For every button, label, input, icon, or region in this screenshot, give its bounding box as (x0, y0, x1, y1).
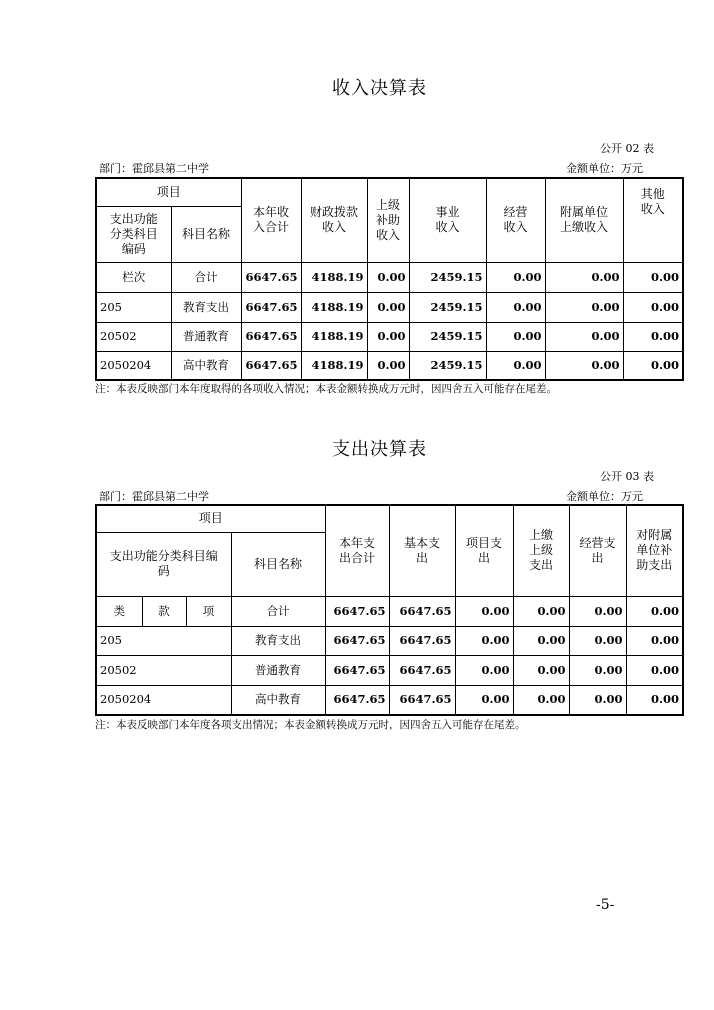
row-fiscal: 4188.19 (301, 322, 367, 351)
income-table-code: 公开 02 表 (600, 142, 654, 155)
income-header-business: 事业 收入 (409, 178, 486, 262)
income-table-title: 收入决算表 (332, 78, 427, 99)
row-name: 合计 (231, 596, 325, 626)
row-other: 0.00 (623, 292, 683, 322)
income-header-code: 支出功能 分类科目 编码 (96, 206, 171, 262)
row-operating: 0.00 (486, 351, 545, 380)
row-operating: 0.00 (486, 322, 545, 351)
row-fiscal: 4188.19 (301, 351, 367, 380)
row-affiliated: 0.00 (545, 292, 623, 322)
table-row (96, 685, 683, 715)
income-header-affiliated: 附属单位 上缴收入 (545, 178, 623, 262)
income-dept-label: 部门：霍邱县第二中学 (99, 162, 209, 175)
page-number: -5- (596, 897, 615, 913)
row-fiscal: 4188.19 (301, 262, 367, 292)
row-fiscal: 4188.19 (301, 292, 367, 322)
expense-header-name: 科目名称 (231, 532, 325, 596)
expense-header-project: 项目支 出 (455, 505, 513, 596)
row-name: 教育支出 (231, 626, 325, 655)
row-operating: 0.00 (569, 655, 626, 685)
row-total: 6647.65 (325, 685, 389, 715)
table-row (96, 292, 683, 322)
row-total: 6647.65 (325, 626, 389, 655)
row-total: 6647.65 (241, 322, 301, 351)
income-table (95, 177, 684, 381)
header-kuan: 款 (142, 596, 186, 626)
row-total: 6647.65 (241, 351, 301, 380)
row-total: 6647.65 (241, 292, 301, 322)
expense-table-note: 注：本表反映部门本年度各项支出情况；本表金额转换成万元时，因四舍五入可能存在尾差。 (95, 719, 526, 731)
row-affiliated: 0.00 (545, 322, 623, 351)
row-affiliated: 0.00 (545, 262, 623, 292)
expense-table-code: 公开 03 表 (600, 470, 654, 483)
header-xiang: 项 (186, 596, 231, 626)
expense-header-total: 本年支 出合计 (325, 505, 389, 596)
row-superior: 0.00 (367, 262, 409, 292)
row-operating: 0.00 (486, 292, 545, 322)
row-business: 2459.15 (409, 262, 486, 292)
row-total: 6647.65 (325, 655, 389, 685)
income-header-item: 项目 (96, 178, 241, 206)
row-affiliated: 0.00 (626, 655, 683, 685)
row-code: 2050204 (96, 685, 231, 715)
row-other: 0.00 (623, 262, 683, 292)
row-other: 0.00 (623, 351, 683, 380)
row-business: 2459.15 (409, 351, 486, 380)
row-other: 0.00 (623, 322, 683, 351)
row-total: 6647.65 (241, 262, 301, 292)
row-upper: 0.00 (513, 655, 569, 685)
row-code: 栏次 (96, 262, 171, 292)
row-code: 205 (96, 626, 231, 655)
expense-table (95, 504, 684, 716)
row-basic: 6647.65 (389, 655, 455, 685)
row-name: 教育支出 (171, 292, 241, 322)
table-row (96, 262, 683, 292)
row-code: 2050204 (96, 351, 171, 380)
income-header-other: 其他 收入 (623, 178, 683, 262)
row-project: 0.00 (455, 626, 513, 655)
income-table-note: 注：本表反映部门本年度取得的各项收入情况；本表金额转换成万元时，因四舍五入可能存在尾差。 (95, 383, 557, 395)
row-name: 高中教育 (171, 351, 241, 380)
row-code: 205 (96, 292, 171, 322)
row-name: 合计 (171, 262, 241, 292)
expense-unit-label: 金额单位：万元 (566, 490, 643, 503)
table-row (96, 596, 683, 626)
row-total: 6647.65 (325, 596, 389, 626)
row-business: 2459.15 (409, 292, 486, 322)
expense-header-basic: 基本支 出 (389, 505, 455, 596)
row-name: 高中教育 (231, 685, 325, 715)
income-header-operating: 经营 收入 (486, 178, 545, 262)
row-operating: 0.00 (569, 685, 626, 715)
expense-header-upper: 上缴 上级 支出 (513, 505, 569, 596)
row-upper: 0.00 (513, 626, 569, 655)
row-basic: 6647.65 (389, 626, 455, 655)
row-superior: 0.00 (367, 292, 409, 322)
row-name: 普通教育 (171, 322, 241, 351)
row-name: 普通教育 (231, 655, 325, 685)
row-superior: 0.00 (367, 322, 409, 351)
income-header-fiscal: 财政拨款 收入 (301, 178, 367, 262)
income-unit-label: 金额单位：万元 (566, 162, 643, 175)
row-affiliated: 0.00 (626, 685, 683, 715)
income-header-superior: 上级 补助 收入 (367, 178, 409, 262)
income-header-total: 本年收 入合计 (241, 178, 301, 262)
table-row (96, 351, 683, 380)
table-row (96, 322, 683, 351)
row-code: 20502 (96, 322, 171, 351)
row-basic: 6647.65 (389, 596, 455, 626)
row-operating: 0.00 (486, 262, 545, 292)
row-affiliated: 0.00 (626, 626, 683, 655)
table-row (96, 626, 683, 655)
row-operating: 0.00 (569, 596, 626, 626)
row-project: 0.00 (455, 596, 513, 626)
expense-header-code: 支出功能分类科目编 码 (96, 532, 231, 596)
expense-table-title: 支出决算表 (332, 439, 427, 460)
row-affiliated: 0.00 (626, 596, 683, 626)
row-project: 0.00 (455, 655, 513, 685)
header-lei: 类 (96, 596, 142, 626)
expense-dept-label: 部门：霍邱县第二中学 (99, 490, 209, 503)
expense-header-item: 项目 (96, 505, 325, 532)
row-business: 2459.15 (409, 322, 486, 351)
row-code: 20502 (96, 655, 231, 685)
expense-header-affiliated: 对附属 单位补 助支出 (626, 505, 683, 596)
row-upper: 0.00 (513, 596, 569, 626)
row-superior: 0.00 (367, 351, 409, 380)
row-affiliated: 0.00 (545, 351, 623, 380)
row-project: 0.00 (455, 685, 513, 715)
row-operating: 0.00 (569, 626, 626, 655)
table-row (96, 655, 683, 685)
expense-header-operating: 经营支 出 (569, 505, 626, 596)
row-upper: 0.00 (513, 685, 569, 715)
row-basic: 6647.65 (389, 685, 455, 715)
income-header-name: 科目名称 (171, 206, 241, 262)
